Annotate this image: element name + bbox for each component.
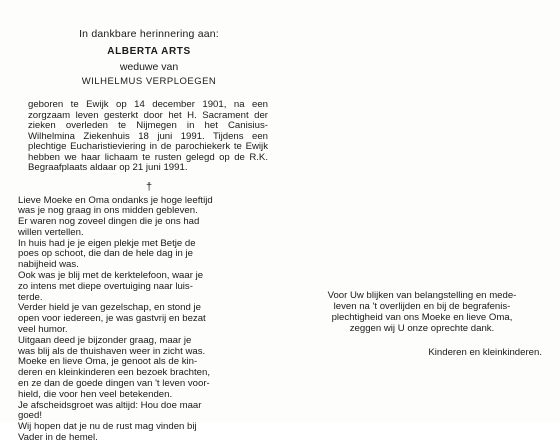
memorial-line: willen vertellen. — [18, 226, 84, 238]
memorial-line: veel humor. — [18, 324, 68, 336]
memorial-line: Ook was je blij met de kerktelefoon, waar je — [18, 270, 204, 282]
memorial-line: hield, die voor hen veel betekenden. — [18, 388, 173, 400]
memorial-text — [18, 196, 280, 444]
memorial-line: Je afscheidsgroet was altijd: Hou doe maar — [18, 399, 202, 411]
memorial-line: en ze dan de goede dingen van 't leven voor- — [18, 378, 210, 390]
husband-name: WILHELMUS VERPLOEGEN — [81, 76, 217, 87]
memorial-line: poes op schoot, die dan de hele dag in je — [18, 248, 193, 260]
widow-of-line: weduwe van — [119, 61, 179, 73]
memorial-line: nabijheid was. — [18, 259, 79, 271]
memorial-line: Er waren nog zoveel dingen die je ons had — [18, 216, 200, 228]
memorial-line: deren en kleinkinderen een bezoek brachten, — [18, 367, 211, 379]
memorial-line: goed! — [18, 410, 43, 422]
thanks-line: plechtigheid van ons Moeke en lieve Oma, — [331, 312, 513, 323]
biography-paragraph: geboren te Ewijk op 14 december 1901, na een zorgzaam leven gesterkt door het H. Sacrament der zieken overleden te Nijmegen in het Canisius-Wilhelmina Ziekenhuis 18 juni 1991. Tijdens een plechtige Eucharistieviering in de parochiekerk te Ewijk hebben we haar lichaam te rusten gelegd op de R.K. Begraafplaats aldaar op 21 juni 1991. — [28, 99, 268, 173]
memorial-line: Uitgaan deed je bijzonder graag, maar je — [18, 334, 192, 346]
cross-icon: † — [145, 180, 153, 193]
memorial-line: Moeke en lieve Oma, je genoot als de kin- — [18, 356, 198, 368]
memorial-line: was blij als de thuishaven weer in zicht was. — [18, 345, 206, 357]
memorial-line: open voor iedereen, je was gastvrij en bezat — [18, 313, 206, 325]
memorial-line: In huis had je je eigen plekje met Betje de — [18, 237, 196, 249]
left-panel — [18, 28, 280, 444]
thanks-text — [302, 290, 542, 334]
thanks-line: leven na 't overlijden en bij de begrafenis- — [333, 301, 511, 312]
thanks-line: zeggen wij U onze oprechte dank. — [349, 323, 495, 334]
right-panel — [302, 290, 542, 358]
memorial-line: Wij hopen dat je nu de rust mag vinden bij — [18, 421, 197, 433]
memorial-line: Verder hield je van gezelschap, en stond je — [18, 302, 201, 314]
intro-line: In dankbare herinnering aan: — [79, 28, 219, 40]
memorial-line: Lieve Moeke en Oma ondanks je hoge leeftijd — [18, 194, 213, 206]
memorial-line: zo intens met diepe overtuiging naar luis- — [18, 280, 193, 292]
thanks-line: Voor Uw blijken van belangstelling en mede- — [327, 290, 517, 301]
signature: Kinderen en kleinkinderen. — [428, 347, 542, 358]
deceased-name: ALBERTA ARTS — [107, 46, 191, 57]
memorial-line: Vader in de hemel. — [18, 432, 98, 444]
memorial-line: was je nog graag in ons midden gebleven. — [18, 205, 198, 217]
memorial-line: terde. — [18, 291, 43, 303]
